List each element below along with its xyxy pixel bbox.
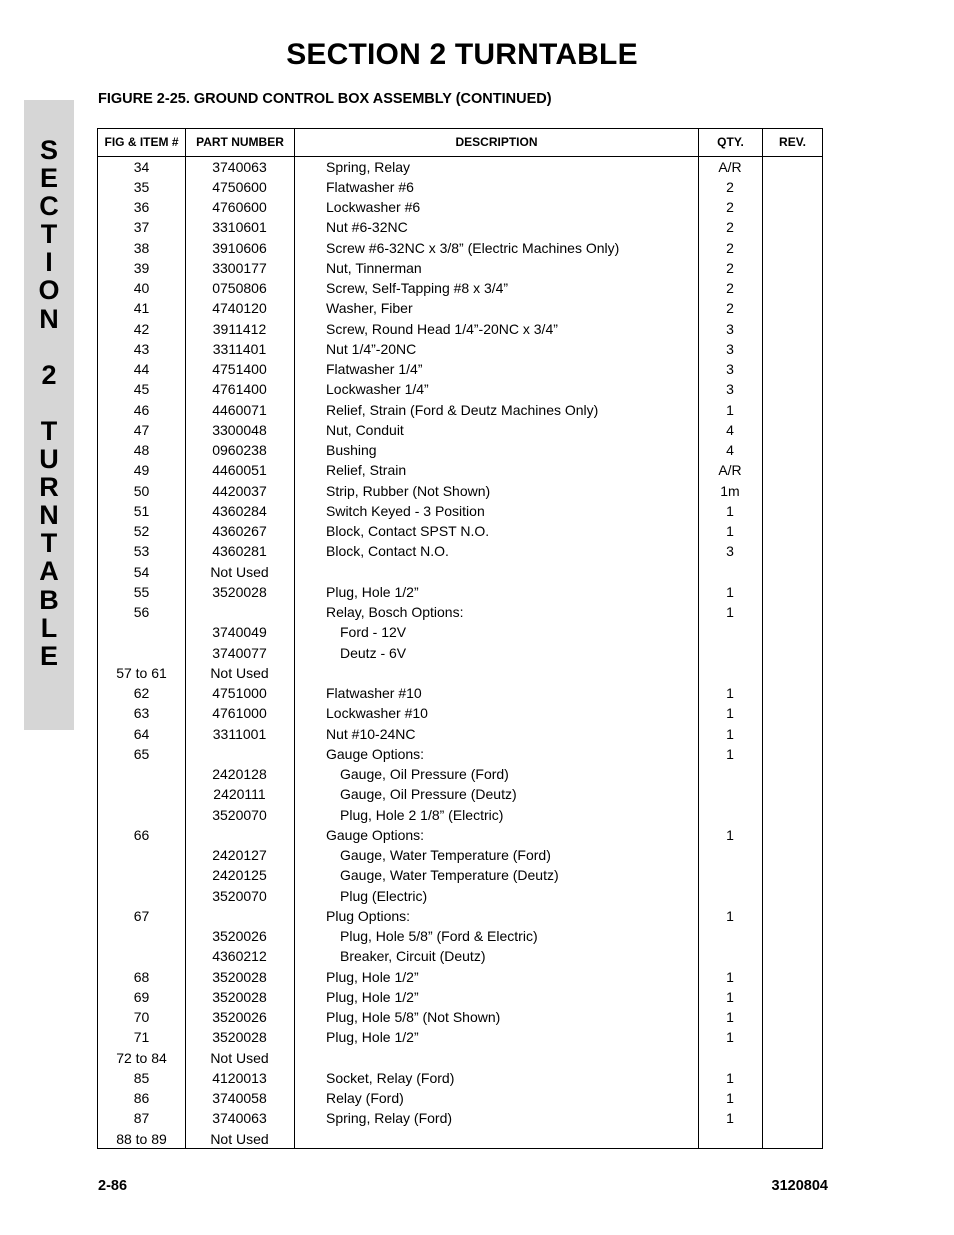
part-number-cell: 3300048 [212, 421, 267, 438]
description-cell: Block, Contact N.O. [326, 543, 449, 560]
fig-item-cell: 50 [133, 482, 150, 499]
quantity-cell: A/R [718, 462, 742, 479]
quantity-cell: 1 [726, 1069, 734, 1086]
quantity-cell: 1 [726, 604, 734, 620]
part-number-cell: 3311001 [212, 725, 267, 742]
fig-item-cell: 34 [133, 158, 150, 175]
part-number-cell: Not Used [210, 1049, 269, 1066]
quantity-cell: 3 [726, 320, 734, 337]
quantity-cell: 2 [726, 280, 734, 296]
table-row [98, 278, 822, 298]
part-number-cell: 3911412 [212, 320, 267, 337]
fig-item-cell: 54 [133, 563, 150, 580]
part-number-cell: 0750806 [212, 280, 267, 296]
description-cell: Plug, Hole 1/2” [326, 1029, 419, 1046]
description-cell: Washer, Fiber [326, 300, 413, 317]
header-fig-item: FIG & ITEM # [104, 135, 179, 149]
description-cell: Plug, Hole 1/2” [326, 968, 419, 985]
description-cell: Gauge, Oil Pressure (Ford) [340, 766, 509, 782]
quantity-cell: 3 [726, 361, 734, 377]
side-tab-letter: N [39, 303, 59, 334]
description-cell: Plug, Hole 2 1/8” (Electric) [340, 806, 504, 823]
parts-table [97, 128, 823, 1149]
part-number-cell: 3520070 [212, 806, 267, 823]
table-row [98, 906, 822, 926]
table-row [98, 298, 822, 318]
table-row [98, 764, 822, 784]
description-cell: Nut 1/4”-20NC [326, 340, 417, 357]
header-revision: REV. [779, 135, 806, 149]
fig-item-cell: 71 [133, 1029, 150, 1046]
table-row [98, 1048, 822, 1068]
table-row [98, 521, 822, 541]
quantity-cell: 1 [726, 968, 734, 985]
fig-item-cell: 63 [133, 705, 150, 722]
part-number-cell: 2420111 [213, 786, 266, 803]
side-tab-letter: T [40, 415, 58, 446]
quantity-cell: 1 [726, 745, 734, 762]
quantity-cell: 1 [726, 1090, 734, 1106]
quantity-cell: 1 [726, 523, 734, 539]
description-cell: Deutz - 6V [340, 644, 407, 661]
description-cell: Nut #10-24NC [326, 725, 416, 742]
table-row [98, 1129, 822, 1149]
fig-item-cell: 42 [133, 320, 150, 337]
description-cell: Gauge, Water Temperature (Deutz) [340, 867, 559, 884]
part-number-cell: Not Used [210, 664, 269, 681]
table-row [98, 217, 822, 237]
description-cell: Relief, Strain (Ford & Deutz Machines Only) [326, 401, 599, 418]
description-cell: Spring, Relay (Ford) [326, 1110, 453, 1127]
part-number-cell: 4751400 [212, 361, 267, 377]
table-row [98, 926, 822, 946]
part-number-cell: 2420125 [212, 867, 267, 884]
fig-item-cell: 68 [133, 968, 150, 985]
quantity-cell: 2 [726, 300, 734, 317]
description-cell: Nut #6-32NC [326, 219, 408, 236]
side-tab-letter: U [39, 444, 59, 475]
fig-item-cell: 51 [133, 502, 150, 519]
description-cell: Plug, Hole 5/8” (Ford & Electric) [340, 928, 538, 944]
table-row [98, 967, 822, 987]
fig-item-cell: 38 [133, 239, 150, 256]
part-number-cell: 2420128 [212, 766, 267, 782]
document-number: 3120804 [771, 1178, 828, 1194]
table-row [98, 1088, 822, 1108]
table-row [98, 359, 822, 379]
part-number-cell: 4751000 [212, 685, 267, 701]
table-row [98, 501, 822, 521]
part-number-cell: Not Used [210, 1130, 269, 1147]
quantity-cell: 2 [726, 219, 734, 236]
side-tab-letter: O [38, 275, 60, 306]
part-number-cell: 4740120 [212, 300, 267, 317]
quantity-cell: 1 [726, 583, 734, 600]
fig-item-cell: 62 [133, 685, 150, 701]
description-cell: Nut, Conduit [326, 421, 404, 438]
part-number-cell: 3520028 [212, 583, 267, 600]
description-cell: Flatwasher #6 [326, 178, 414, 195]
fig-item-cell: 43 [133, 340, 150, 357]
part-number-cell: 3740049 [212, 624, 267, 641]
part-number-cell: 3520028 [212, 988, 267, 1005]
quantity-cell: 1 [726, 988, 734, 1005]
part-number-cell: 3740063 [212, 1110, 267, 1127]
part-number-cell: 3311401 [212, 340, 267, 357]
quantity-cell: 2 [726, 178, 734, 195]
quantity-cell: 2 [726, 239, 734, 256]
side-tab-letter: 2 [41, 359, 57, 390]
fig-item-cell: 47 [133, 421, 150, 438]
table-row [98, 460, 822, 480]
description-cell: Relay, Bosch Options: [326, 604, 464, 620]
description-cell: Switch Keyed - 3 Position [326, 502, 485, 519]
part-number-cell: 4360267 [212, 523, 267, 539]
table-row [98, 1007, 822, 1027]
table-row [98, 946, 822, 966]
description-cell: Flatwasher 1/4” [326, 361, 423, 377]
part-number-cell: 4761000 [212, 705, 267, 722]
fig-item-cell: 48 [133, 442, 150, 458]
table-row [98, 1108, 822, 1128]
quantity-cell: 1 [726, 1110, 734, 1127]
table-row [98, 602, 822, 622]
fig-item-cell: 64 [133, 725, 150, 742]
part-number-cell: 4761400 [212, 381, 267, 398]
quantity-cell: 1 [726, 907, 734, 924]
fig-item-cell: 39 [133, 259, 150, 276]
fig-item-cell: 37 [133, 219, 150, 236]
description-cell: Ford - 12V [340, 624, 407, 641]
side-tab-letter: E [39, 640, 58, 671]
description-cell: Gauge, Water Temperature (Ford) [340, 847, 551, 863]
quantity-cell: A/R [718, 158, 742, 175]
page-number: 2-86 [98, 1178, 128, 1194]
part-number-cell: 3520026 [212, 928, 267, 944]
side-tab-letter: R [39, 472, 59, 503]
side-tab-letter: I [45, 247, 53, 278]
description-cell: Flatwasher #10 [326, 685, 422, 701]
side-tab-letter: S [39, 135, 58, 165]
quantity-cell: 3 [726, 381, 734, 398]
table-row [98, 724, 822, 744]
header-part-number: PART NUMBER [196, 135, 284, 149]
table-row [98, 784, 822, 804]
fig-item-cell: 53 [133, 543, 150, 560]
quantity-cell: 1 [726, 685, 734, 701]
table-row [98, 481, 822, 501]
description-cell: Nut, Tinnerman [326, 259, 422, 276]
table-row [98, 643, 822, 663]
part-number-cell: 3910606 [212, 239, 267, 256]
fig-item-cell: 88 to 89 [116, 1130, 167, 1147]
quantity-cell: 4 [726, 421, 734, 438]
side-tab-letter: B [39, 584, 59, 615]
fig-item-cell: 52 [133, 523, 150, 539]
description-cell: Lockwasher #10 [326, 705, 428, 722]
table-row [98, 703, 822, 723]
fig-item-cell: 35 [133, 178, 150, 195]
table-row [98, 865, 822, 885]
description-cell: Lockwasher 1/4” [326, 381, 429, 398]
side-tab-letter: C [39, 191, 59, 222]
part-number-cell: 4360212 [212, 948, 267, 965]
fig-item-cell: 56 [133, 604, 150, 620]
side-tab-letter: L [40, 612, 58, 643]
description-cell: Screw, Round Head 1/4”-20NC x 3/4” [326, 320, 558, 337]
part-number-cell: 4460051 [212, 462, 267, 479]
fig-item-cell: 49 [133, 462, 150, 479]
table-row [98, 400, 822, 420]
description-cell: Plug (Electric) [340, 887, 428, 904]
fig-item-cell: 65 [133, 745, 150, 762]
table-row [98, 258, 822, 278]
part-number-cell: 4360284 [212, 502, 267, 519]
part-number-cell: 3520070 [212, 887, 267, 904]
description-cell: Breaker, Circuit (Deutz) [340, 948, 486, 965]
description-cell: Bushing [326, 442, 377, 458]
quantity-cell: 1 [726, 1009, 734, 1025]
fig-item-cell: 66 [133, 826, 150, 843]
table-row [98, 339, 822, 359]
quantity-cell: 1 [726, 705, 734, 722]
table-row [98, 177, 822, 197]
part-number-cell: 4360281 [212, 543, 267, 560]
part-number-cell: 3310601 [212, 219, 267, 236]
table-row [98, 582, 822, 602]
table-row [98, 379, 822, 399]
description-cell: Socket, Relay (Ford) [326, 1069, 455, 1086]
description-cell: Screw, Self-Tapping #8 x 3/4” [326, 280, 509, 296]
table-row [98, 825, 822, 845]
part-number-cell: 4460071 [212, 401, 267, 418]
quantity-cell: 1m [720, 482, 740, 499]
description-cell: Plug, Hole 1/2” [326, 583, 419, 600]
fig-item-cell: 45 [133, 381, 150, 398]
description-cell: Relief, Strain [326, 462, 407, 479]
fig-item-cell: 46 [133, 401, 150, 418]
table-row [98, 1068, 822, 1088]
description-cell: Lockwasher #6 [326, 199, 421, 215]
side-tab-letter: T [40, 219, 58, 250]
part-number-cell: 3520026 [212, 1009, 267, 1025]
table-row [98, 622, 822, 642]
quantity-cell: 4 [726, 442, 734, 458]
table-row [98, 420, 822, 440]
description-cell: Block, Contact SPST N.O. [326, 523, 490, 539]
side-tab-letter: E [39, 163, 58, 194]
table-row [98, 541, 822, 561]
table-row [98, 845, 822, 865]
table-row [98, 987, 822, 1007]
quantity-cell: 1 [726, 826, 734, 843]
quantity-cell: 1 [726, 502, 734, 519]
quantity-cell: 1 [726, 725, 734, 742]
part-number-cell: Not Used [210, 563, 269, 580]
side-tab-letter: A [39, 556, 59, 587]
table-row [98, 319, 822, 339]
quantity-cell: 3 [726, 340, 734, 357]
description-cell: Gauge, Oil Pressure (Deutz) [340, 786, 517, 803]
fig-item-cell: 70 [133, 1009, 150, 1025]
part-number-cell: 4750600 [212, 178, 267, 195]
fig-item-cell: 85 [133, 1069, 150, 1086]
quantity-cell: 3 [726, 543, 734, 560]
table-row [98, 805, 822, 825]
table-row [98, 1027, 822, 1047]
table-row [98, 562, 822, 582]
fig-item-cell: 44 [133, 361, 150, 377]
description-cell: Plug, Hole 5/8” (Not Shown) [326, 1009, 501, 1025]
description-cell: Plug, Hole 1/2” [326, 988, 419, 1005]
header-description: DESCRIPTION [455, 135, 538, 149]
side-tab-letter: T [40, 528, 58, 559]
part-number-cell: 2420127 [212, 847, 267, 863]
part-number-cell: 4120013 [212, 1069, 267, 1086]
table-row [98, 197, 822, 217]
fig-item-cell: 69 [133, 988, 150, 1005]
description-cell: Screw #6-32NC x 3/8” (Electric Machines Only) [326, 239, 620, 256]
fig-item-cell: 87 [133, 1110, 150, 1127]
part-number-cell: 4420037 [212, 482, 267, 499]
quantity-cell: 2 [726, 259, 734, 276]
part-number-cell: 3520028 [212, 1029, 267, 1046]
part-number-cell: 3740063 [212, 158, 267, 175]
fig-item-cell: 86 [133, 1090, 150, 1106]
fig-item-cell: 40 [133, 280, 150, 296]
header-quantity: QTY. [717, 135, 744, 149]
table-row [98, 663, 822, 683]
side-tab-letters [24, 136, 74, 670]
section-side-tab [24, 100, 74, 730]
table-row [98, 440, 822, 460]
fig-item-cell: 67 [133, 907, 150, 924]
description-cell: Gauge Options: [326, 745, 425, 762]
description-cell: Gauge Options: [326, 826, 425, 843]
quantity-cell: 1 [726, 1029, 734, 1046]
description-cell: Strip, Rubber (Not Shown) [326, 482, 491, 499]
part-number-cell: 3300177 [212, 259, 267, 276]
figure-title: FIGURE 2-25. GROUND CONTROL BOX ASSEMBLY (CONTINUED) [98, 91, 552, 107]
table-row [98, 238, 822, 258]
table-row [98, 886, 822, 906]
description-cell: Plug Options: [326, 907, 411, 924]
fig-item-cell: 72 to 84 [116, 1049, 167, 1066]
quantity-cell: 1 [726, 401, 734, 418]
table-row [98, 157, 822, 177]
section-title: SECTION 2 TURNTABLE [286, 38, 638, 71]
quantity-cell: 2 [726, 199, 734, 215]
table-row [98, 683, 822, 703]
side-tab-letter: N [39, 500, 59, 531]
fig-item-cell: 57 to 61 [116, 664, 167, 681]
part-number-cell: 0960238 [212, 442, 267, 458]
description-cell: Relay (Ford) [326, 1090, 404, 1106]
part-number-cell: 3740077 [212, 644, 267, 661]
part-number-cell: 3740058 [212, 1090, 267, 1106]
fig-item-cell: 55 [133, 583, 150, 600]
table-row [98, 744, 822, 764]
fig-item-cell: 36 [133, 199, 150, 215]
description-cell: Spring, Relay [326, 158, 411, 175]
part-number-cell: 4760600 [212, 199, 267, 215]
fig-item-cell: 41 [133, 300, 150, 317]
part-number-cell: 3520028 [212, 968, 267, 985]
